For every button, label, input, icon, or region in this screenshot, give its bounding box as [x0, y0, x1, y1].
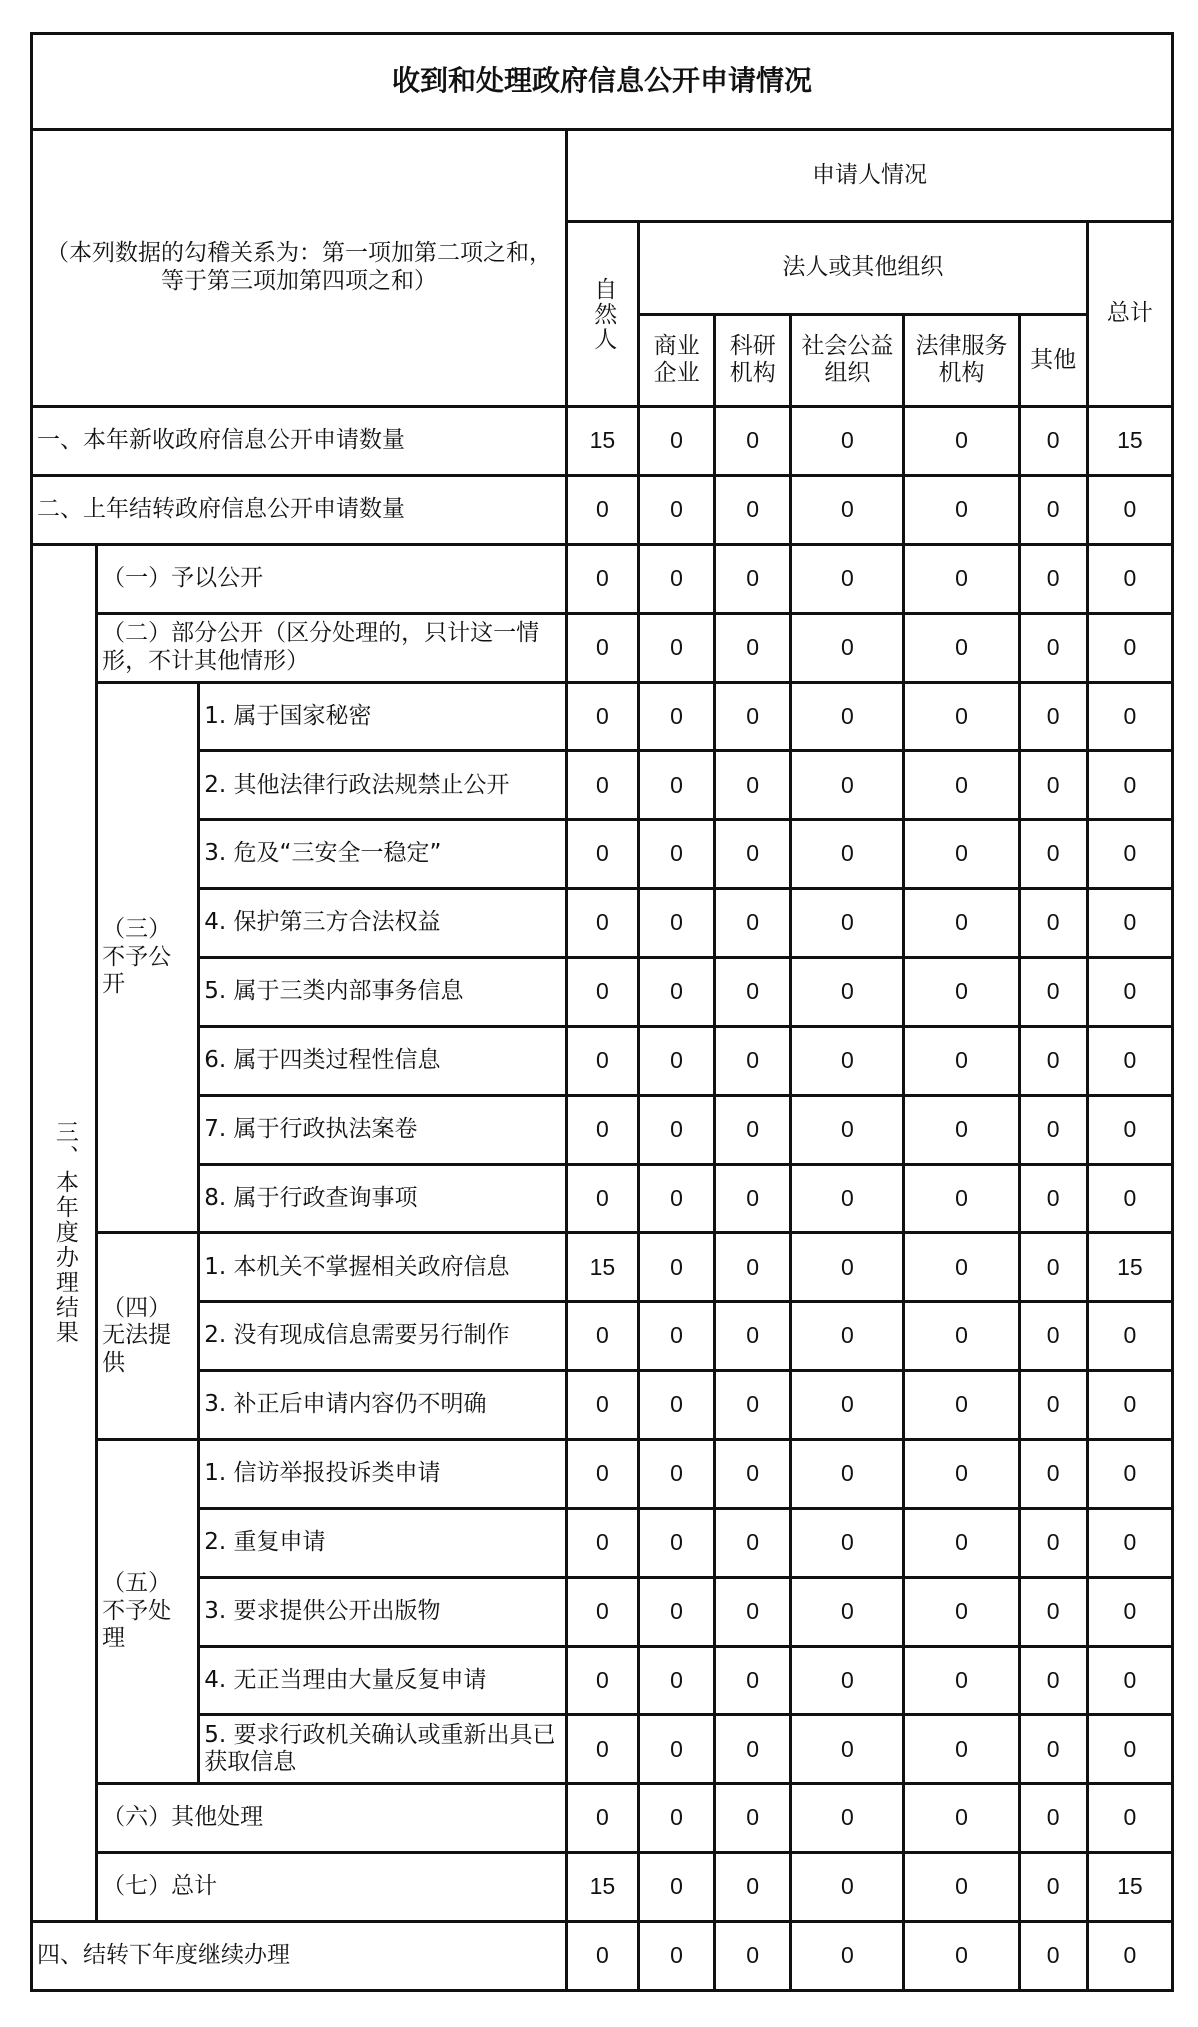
- value-cell: 0: [566, 1784, 638, 1853]
- value-cell: 0: [566, 1921, 638, 1990]
- value-cell: 0: [1019, 1439, 1087, 1508]
- value-cell: 0: [1087, 1164, 1172, 1233]
- value-cell: 0: [639, 820, 715, 889]
- value-cell: 0: [715, 1095, 791, 1164]
- value-cell: 0: [791, 613, 904, 682]
- value-cell: 0: [1087, 1026, 1172, 1095]
- value-cell: 0: [715, 889, 791, 958]
- value-cell: 0: [904, 407, 1019, 476]
- row-label-g5-5: 5. 要求行政机关确认或重新出具已获取信息: [199, 1715, 567, 1784]
- value-cell: 0: [639, 751, 715, 820]
- value-cell: 0: [791, 1371, 904, 1440]
- subcol-research-header: 科研机构: [715, 314, 791, 407]
- value-cell: 0: [1019, 751, 1087, 820]
- row-label-g4-3: 3. 补正后申请内容仍不明确: [199, 1371, 567, 1440]
- value-cell: 0: [639, 613, 715, 682]
- row-label-g5-2: 2. 重复申请: [199, 1508, 567, 1577]
- value-cell: 0: [791, 1095, 904, 1164]
- table-row: [32, 1233, 1173, 1302]
- value-cell: 0: [715, 475, 791, 544]
- row-label-g5-1: 1. 信访举报投诉类申请: [199, 1439, 567, 1508]
- value-cell: 0: [904, 1577, 1019, 1646]
- value-cell: 0: [715, 1302, 791, 1371]
- value-cell: 0: [1087, 1302, 1172, 1371]
- value-cell: 15: [1087, 1233, 1172, 1302]
- value-cell: 0: [1087, 1439, 1172, 1508]
- value-cell: 0: [566, 1508, 638, 1577]
- info-disclosure-table: [30, 32, 1174, 1992]
- table-row: [32, 1577, 1173, 1646]
- table-row: [32, 613, 1173, 682]
- value-cell: 0: [904, 613, 1019, 682]
- value-cell: 0: [1019, 1233, 1087, 1302]
- row-label-g1: （一）予以公开: [97, 544, 567, 613]
- value-cell: 0: [791, 1921, 904, 1990]
- value-cell: 0: [715, 751, 791, 820]
- row-label-g3-2: 2. 其他法律行政法规禁止公开: [199, 751, 567, 820]
- table-row: [32, 475, 1173, 544]
- value-cell: 0: [1087, 1784, 1172, 1853]
- row-label-g3-6: 6. 属于四类过程性信息: [199, 1026, 567, 1095]
- value-cell: 0: [904, 889, 1019, 958]
- value-cell: 0: [566, 1164, 638, 1233]
- value-cell: 0: [715, 1853, 791, 1922]
- value-cell: 0: [791, 820, 904, 889]
- value-cell: 0: [1087, 1371, 1172, 1440]
- value-cell: 0: [1019, 820, 1087, 889]
- value-cell: 0: [715, 682, 791, 751]
- natural-person-header: 自然人: [566, 222, 638, 407]
- table-row: [32, 1439, 1173, 1508]
- value-cell: 0: [1019, 1921, 1087, 1990]
- value-cell: 0: [791, 1508, 904, 1577]
- value-cell: 0: [639, 1715, 715, 1784]
- value-cell: 0: [1087, 1646, 1172, 1715]
- table-row: [32, 1095, 1173, 1164]
- value-cell: 0: [791, 1302, 904, 1371]
- value-cell: 0: [1019, 1371, 1087, 1440]
- value-cell: 0: [715, 957, 791, 1026]
- value-cell: 0: [639, 1508, 715, 1577]
- value-cell: 0: [566, 1026, 638, 1095]
- value-cell: 0: [566, 613, 638, 682]
- group-label-g3: （三）不予公开: [97, 682, 199, 1233]
- value-cell: 0: [904, 820, 1019, 889]
- value-cell: 0: [904, 475, 1019, 544]
- group-label-g5: （五）不予处理: [97, 1439, 199, 1783]
- value-cell: 0: [791, 475, 904, 544]
- value-cell: 0: [566, 1439, 638, 1508]
- value-cell: 0: [639, 1784, 715, 1853]
- value-cell: 0: [904, 1921, 1019, 1990]
- table-row: [32, 1784, 1173, 1853]
- row-label-g4-2: 2. 没有现成信息需要另行制作: [199, 1302, 567, 1371]
- row-label-g3-4: 4. 保护第三方合法权益: [199, 889, 567, 958]
- value-cell: 0: [715, 1921, 791, 1990]
- value-cell: 0: [904, 1095, 1019, 1164]
- row-label-g3-8: 8. 属于行政查询事项: [199, 1164, 567, 1233]
- value-cell: 0: [791, 957, 904, 1026]
- value-cell: 0: [1019, 1646, 1087, 1715]
- row-label-g3-3: 3. 危及“三安全一稳定”: [199, 820, 567, 889]
- value-cell: 15: [566, 1853, 638, 1922]
- value-cell: 0: [1087, 475, 1172, 544]
- value-cell: 0: [715, 1233, 791, 1302]
- value-cell: 0: [904, 544, 1019, 613]
- value-cell: 15: [1087, 1853, 1172, 1922]
- value-cell: 0: [791, 1164, 904, 1233]
- value-cell: 0: [1019, 544, 1087, 613]
- value-cell: 0: [791, 751, 904, 820]
- table-row: [32, 957, 1173, 1026]
- value-cell: 0: [1019, 1577, 1087, 1646]
- value-cell: 0: [1019, 1095, 1087, 1164]
- value-cell: 0: [904, 682, 1019, 751]
- value-cell: 0: [1087, 1921, 1172, 1990]
- value-cell: 0: [566, 1095, 638, 1164]
- value-cell: 0: [1019, 475, 1087, 544]
- value-cell: 0: [1019, 889, 1087, 958]
- row-label-g3-1: 1. 属于国家秘密: [199, 682, 567, 751]
- value-cell: 0: [791, 1577, 904, 1646]
- value-cell: 0: [566, 682, 638, 751]
- value-cell: 0: [904, 1233, 1019, 1302]
- value-cell: 0: [639, 957, 715, 1026]
- row-label-g6: （六）其他处理: [97, 1784, 567, 1853]
- row-label-g7: （七）总计: [97, 1853, 567, 1922]
- value-cell: 0: [566, 957, 638, 1026]
- value-cell: 0: [1019, 957, 1087, 1026]
- value-cell: 0: [566, 1302, 638, 1371]
- subcol-legal-service-header: 法律服务机构: [904, 314, 1019, 407]
- value-cell: 15: [566, 407, 638, 476]
- table-row: [32, 889, 1173, 958]
- row-label-g3-5: 5. 属于三类内部事务信息: [199, 957, 567, 1026]
- value-cell: 0: [904, 751, 1019, 820]
- value-cell: 0: [791, 1439, 904, 1508]
- total-header: 总计: [1087, 222, 1172, 407]
- table-row: [32, 1921, 1173, 1990]
- value-cell: 0: [904, 1508, 1019, 1577]
- value-cell: 15: [566, 1233, 638, 1302]
- value-cell: 0: [639, 1371, 715, 1440]
- value-cell: 0: [904, 957, 1019, 1026]
- table-row: [32, 1371, 1173, 1440]
- value-cell: 0: [791, 1233, 904, 1302]
- table-row: [32, 1715, 1173, 1784]
- value-cell: 0: [639, 407, 715, 476]
- value-cell: 0: [639, 1577, 715, 1646]
- table-row: [32, 1853, 1173, 1922]
- value-cell: 0: [1087, 751, 1172, 820]
- value-cell: 0: [715, 1784, 791, 1853]
- value-cell: 0: [566, 544, 638, 613]
- value-cell: 0: [791, 682, 904, 751]
- row-label-g5-4: 4. 无正当理由大量反复申请: [199, 1646, 567, 1715]
- value-cell: 0: [715, 613, 791, 682]
- value-cell: 0: [639, 1026, 715, 1095]
- value-cell: 0: [1087, 957, 1172, 1026]
- value-cell: 0: [1087, 1715, 1172, 1784]
- value-cell: 0: [904, 1302, 1019, 1371]
- row-label-s2: 二、上年结转政府信息公开申请数量: [32, 475, 567, 544]
- value-cell: 0: [715, 820, 791, 889]
- value-cell: 0: [566, 1646, 638, 1715]
- value-cell: 0: [904, 1715, 1019, 1784]
- row-label-s1: 一、本年新收政府信息公开申请数量: [32, 407, 567, 476]
- row-label-s4: 四、结转下年度继续办理: [32, 1921, 567, 1990]
- value-cell: 0: [566, 1715, 638, 1784]
- table-row: [32, 751, 1173, 820]
- value-cell: 0: [904, 1371, 1019, 1440]
- value-cell: 0: [1019, 1784, 1087, 1853]
- value-cell: 0: [639, 1233, 715, 1302]
- table-row: [32, 820, 1173, 889]
- value-cell: 0: [791, 1784, 904, 1853]
- value-cell: 0: [566, 889, 638, 958]
- value-cell: 0: [904, 1853, 1019, 1922]
- value-cell: 0: [904, 1439, 1019, 1508]
- value-cell: 0: [639, 889, 715, 958]
- value-cell: 0: [566, 820, 638, 889]
- value-cell: 0: [566, 1577, 638, 1646]
- value-cell: 0: [1087, 1508, 1172, 1577]
- subcol-business-header: 商业企业: [639, 314, 715, 407]
- table-row: [32, 1302, 1173, 1371]
- value-cell: 0: [715, 1371, 791, 1440]
- value-cell: 0: [791, 1646, 904, 1715]
- value-cell: 15: [1087, 407, 1172, 476]
- table-row: [32, 1164, 1173, 1233]
- table-row: [32, 1508, 1173, 1577]
- value-cell: 0: [1087, 820, 1172, 889]
- value-cell: 0: [904, 1784, 1019, 1853]
- value-cell: 0: [1087, 889, 1172, 958]
- section-3-label: 三、本年度办理结果: [32, 544, 97, 1921]
- value-cell: 0: [791, 407, 904, 476]
- value-cell: 0: [639, 1439, 715, 1508]
- value-cell: 0: [904, 1646, 1019, 1715]
- group-label-g4: （四）无法提供: [97, 1233, 199, 1440]
- legal-persons-header: 法人或其他组织: [639, 222, 1088, 315]
- value-cell: 0: [1019, 682, 1087, 751]
- value-cell: 0: [715, 544, 791, 613]
- value-cell: 0: [639, 544, 715, 613]
- value-cell: 0: [639, 1302, 715, 1371]
- value-cell: 0: [1019, 1508, 1087, 1577]
- row-label-g3-7: 7. 属于行政执法案卷: [199, 1095, 567, 1164]
- value-cell: 0: [1019, 407, 1087, 476]
- value-cell: 0: [1019, 1302, 1087, 1371]
- value-cell: 0: [791, 1026, 904, 1095]
- value-cell: 0: [715, 1577, 791, 1646]
- value-cell: 0: [639, 1164, 715, 1233]
- value-cell: 0: [639, 1921, 715, 1990]
- value-cell: 0: [791, 889, 904, 958]
- value-cell: 0: [904, 1164, 1019, 1233]
- value-cell: 0: [904, 1026, 1019, 1095]
- row-label-g5-3: 3. 要求提供公开出版物: [199, 1577, 567, 1646]
- applicant-situation-header: 申请人情况: [566, 129, 1172, 222]
- row-label-g4-1: 1. 本机关不掌握相关政府信息: [199, 1233, 567, 1302]
- value-cell: 0: [1019, 1853, 1087, 1922]
- table-title: 收到和处理政府信息公开申请情况: [32, 34, 1173, 130]
- table-row: [32, 1026, 1173, 1095]
- table-row: [32, 544, 1173, 613]
- value-cell: 0: [1087, 1095, 1172, 1164]
- value-cell: 0: [566, 1371, 638, 1440]
- value-cell: 0: [715, 1026, 791, 1095]
- value-cell: 0: [791, 544, 904, 613]
- value-cell: 0: [1087, 1577, 1172, 1646]
- value-cell: 0: [639, 1095, 715, 1164]
- value-cell: 0: [639, 1646, 715, 1715]
- table-row: [32, 682, 1173, 751]
- info-disclosure-table-container: [30, 32, 1174, 1992]
- value-cell: 0: [715, 1439, 791, 1508]
- value-cell: 0: [1087, 613, 1172, 682]
- value-cell: 0: [639, 682, 715, 751]
- row-label-g2: （二）部分公开（区分处理的，只计这一情形，不计其他情形）: [97, 613, 567, 682]
- subcol-other-header: 其他: [1019, 314, 1087, 407]
- value-cell: 0: [715, 1508, 791, 1577]
- value-cell: 0: [791, 1715, 904, 1784]
- column-relation-note: （本列数据的勾稽关系为：第一项加第二项之和，等于第三项加第四项之和）: [32, 129, 567, 407]
- value-cell: 0: [715, 1646, 791, 1715]
- table-row: [32, 1646, 1173, 1715]
- value-cell: 0: [566, 751, 638, 820]
- table-row: [32, 407, 1173, 476]
- value-cell: 0: [1087, 544, 1172, 613]
- value-cell: 0: [1019, 1164, 1087, 1233]
- subcol-public-welfare-header: 社会公益组织: [791, 314, 904, 407]
- value-cell: 0: [715, 1164, 791, 1233]
- value-cell: 0: [1087, 682, 1172, 751]
- value-cell: 0: [1019, 1026, 1087, 1095]
- value-cell: 0: [1019, 613, 1087, 682]
- value-cell: 0: [715, 407, 791, 476]
- value-cell: 0: [639, 475, 715, 544]
- value-cell: 0: [715, 1715, 791, 1784]
- value-cell: 0: [639, 1853, 715, 1922]
- value-cell: 0: [791, 1853, 904, 1922]
- value-cell: 0: [566, 475, 638, 544]
- value-cell: 0: [1019, 1715, 1087, 1784]
